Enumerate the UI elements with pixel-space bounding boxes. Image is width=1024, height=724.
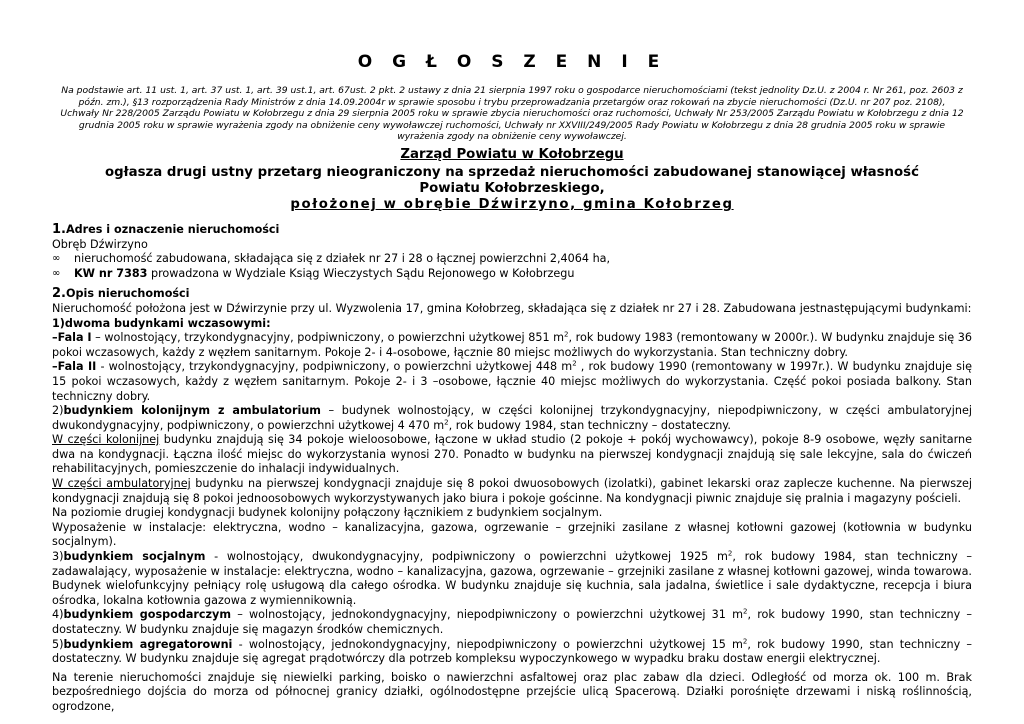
bullet-icon: ∞ [52, 267, 61, 279]
item-5-number: 5) [52, 637, 64, 651]
item-4-sup: 2 [742, 607, 748, 616]
grounds-paragraph: Na terenie nieruchomości znajduje się niewielki parking, boisko o nawierzchni asfaltowej oraz plac zabaw dla dzieci. Odległość od morza ok. 100 m. Brak bezpośredniego dojścia do morza od północnej granicy działki, ogólnodostępne przejście ulicą Spacerową. Działki porośnięte drzewami i niską roślinnością, ogrodzone, [52, 670, 972, 713]
item-2-rest: , rok budowy 1984, stan techniczny – dostateczny. [448, 418, 731, 432]
item-5-sup: 2 [742, 636, 748, 645]
item-5-name: budynkiem agregatorowni [63, 637, 233, 651]
item-4-paragraph [52, 608, 972, 637]
second-floor-paragraph: Na poziomie drugiej kondygnacji budynek kolonijny połączony łącznikiem z budynkiem socjalnym. [52, 506, 603, 520]
section-description [52, 287, 972, 714]
fala-1-paragraph [52, 331, 972, 360]
fala-1-text: – wolnostojący, trzykondygnacyjny, podpiwniczony, o powierzchni użytkowej 851 m [91, 331, 565, 345]
fala-2-paragraph [52, 360, 972, 404]
item-3-sup: 2 [727, 549, 733, 558]
item-5-rest: , rok budowy 1990, stan techniczny – dostateczny. W budynku znajduje się agregat prądotwórczy dla potrzeb kompleksu wypoczynkowego w wypadku braku dostaw energii elektrycznej. [52, 637, 972, 666]
legal-basis: Na podstawie art. 11 ust. 1, art. 37 ust. 1, art. 39 ust.1, art. 67ust. 2 pkt. 2 ustawy z dnia 21 sierpnia 1997 roku o gospodarce nieruchomościami (tekst jednolity Dz.U. z 2004 r. Nr 261, poz. 2603 z późn. zm.), §13 rozporządzenia Rady Ministrów z dnia 14.09.2004r w sprawie sposobu i trybu przeprowadzania przetargów oraz rokowań na zbycie nieruchomości (Dz.U. nr 207 poz. 2108), Uchwały Nr 228/2005 Zarządu Powiatu w Kołobrzegu z dnia 29 sierpnia 2005 roku w sprawie zbycia nieruchomości oraz ruchomości, Uchwały Nr 253/2005 Zarządu Powiatu w Kołobrzegu z dnia 12 grudnia 2005 roku w sprawie wyrażenia zgody na obniżenie ceny wywoławczej ruchomości, Uchwały nr XXVIII/249/2005 Rady Powiatu w Kołobrzegu z dnia 28 grudnia 2005 roku w sprawie wyrażenia zgody na obniżenie ceny wywoławczej. [60, 85, 964, 143]
fala-1-rest: , rok budowy 1983 (remontowany w 2000r.). W budynku znajduje się 36 pokoi wczasowych, każdy z węzłem sanitarnym. Pokoje 2- i 4-osobowe, łącznie 80 miejsc możliwych do wykorzystania. Stan techniczny dobry. [52, 331, 972, 359]
section-1-title: Adres i oznaczenie nieruchomości [65, 222, 280, 236]
fala-2-sup: 2 [572, 359, 577, 368]
item-3-number: 3) [52, 550, 64, 564]
fala-1-name: –Fala I [52, 331, 92, 345]
section-2-heading [52, 287, 972, 302]
item-4-number: 4) [52, 608, 64, 622]
land-register-court: prowadzona w Wydziale Ksiąg Wieczystych Sądu Rejonowego w Kołobrzegu [147, 266, 575, 280]
item-4-name: budynkiem gospodarczym [63, 608, 231, 622]
parcel-description: nieruchomość zabudowana, składająca się z działek nr 27 i 28 o łącznej powierzchni 2,4064 ha, [74, 252, 611, 266]
item-4-rest: , rok budowy 1990, stan techniczny – dostateczny. W budynku znajduje się magazyn środków chemicznych. [52, 608, 972, 636]
fala-2-rest: , rok budowy 1990 (remontowany w 1997r.). W budynku znajduje się 15 pokoi wczasowych, każdy z węzłem sanitarnym. Pokoje 2- i 3 –osobowe, łącznie 40 miejsc możliwych do wykorzystania. Część pokoi posiada balkony. Stan techniczny dobry. [52, 360, 972, 403]
colony-part-label: W części kolonijnej [52, 433, 160, 447]
item-2-text: – budynek wolnostojący, w części kolonijnej trzykondygnacyjny, niepodpiwniczony, w części ambulatoryjnej dwukondygnacyjny, podpiwniczony, o powierzchni użytkowej 4 470 m [52, 404, 972, 432]
item-5-paragraph [52, 638, 972, 667]
ambulatory-part-text: budynku na pierwszej kondygnacji znajduje się 8 pokoi dwuosobowych (izolatki), gabinet lekarski oraz zaplecze kuchenne. Na pierwszej kondygnacji znajdują się 8 pokoi jednoosobowych wykorzystywanych jako biura i pokoje gościnne. Na kondygnacji piwnic znajduje się pralnia i magazyny pościeli. [52, 477, 972, 505]
item-2-sup: 2 [444, 417, 449, 426]
item-3-rest: , rok budowy 1984, stan techniczny – zadawalający, wyposażenie w instalacje: elektryczna, wodno – kanalizacyjna, gazowa, ogrzewanie – grzejniki zasilane z własnej kotłowni gazowej, winda towarowa. Budynek wielofunkcyjny pełniący rolę usługową dla całego ośrodka. W budynku znajduje się kuchnia, sala jadalna, świetlice i sale dydaktyczne, recepcja i biura ośrodka, lokalna kotłownia gazowa z wymiennikownią. [52, 550, 973, 607]
property-intro: Nieruchomość położona jest w Dźwirzynie przy ul. Wyzwolenia 17, gmina Kołobrzeg, składająca się z działek nr 27 i 28. Zabudowana jestnastępującymi budynkami: [52, 301, 972, 315]
fala-2-name: –Fala II [52, 360, 97, 374]
section-1-number: 1. [52, 221, 66, 237]
ambulatory-part-label: W części ambulatoryjnej [52, 477, 191, 491]
item-3-paragraph [52, 550, 972, 608]
colony-part-paragraph [52, 433, 972, 477]
section-2-title: Opis nieruchomości [65, 287, 190, 301]
section-1-heading [52, 223, 972, 238]
fala-1-sup: 2 [564, 330, 569, 339]
board-name: Zarząd Powiatu w Kołobrzegu [400, 146, 624, 162]
equipment-paragraph: Wyposażenie w instalacje: elektryczna, wodno – kanalizacyjna, gazowa, ogrzewanie – grzejniki zasilane z własnej kotłowni gazowej (kotłownia w budynku socjalnym). [52, 520, 972, 549]
item-2-paragraph [52, 404, 972, 433]
land-register-number: KW nr 7383 [74, 266, 148, 280]
fala-2-text: - wolnostojący, trzykondygnacyjny, podpiwniczony, o powierzchni użytkowej 448 m [96, 360, 573, 374]
item-2-name: budynkiem kolonijnym z ambulatorium [63, 404, 321, 418]
ambulatory-part-paragraph [52, 477, 972, 506]
list-item [52, 252, 972, 267]
announcement-text: ogłasza drugi ustny przetarg nieograniczony na sprzedaż nieruchomości zabudowanej stanowiącej własność Powiatu Kołobrzeskiego, [105, 164, 919, 196]
item-5-text: - wolnostojący, jednokondygnacyjny, niepodpiwniczony o powierzchni użytkowej 15 m [232, 637, 743, 651]
item-3-text: - wolnostojący, dwukondygnacyjny, podpiwniczony o powierzchni użytkowej 1925 m [205, 550, 728, 564]
item-2-number: 2) [52, 404, 64, 418]
list-item [52, 267, 972, 282]
item-4-text: – wolnostojący, jednokondygnacyjny, niepodpiwniczony o powierzchni użytkowej 31 m [231, 608, 743, 622]
bullet-icon: ∞ [52, 253, 61, 265]
property-location: położonej w obrębie Dźwirzyno, gmina Kołobrzeg [290, 196, 734, 212]
section-address [52, 223, 972, 281]
precinct-name: Obręb Dźwirzyno [52, 237, 148, 251]
colony-part-text: budynku znajdują się 34 pokoje wieloosobowe, łączone w układ studio (2 pokoje + pokój wychowawcy), pokoje 8-9 osobowe, węzły sanitarne dwa na kondygnacji. Łączna ilość miejsc do wykorzystania wynosi 270. Ponadto w budynku na pierwszej kondygnacji znajdują się sale lekcyjne, sala do ćwiczeń rehabilitacyjnych, pomieszczenie do inhalacji indywidualnych. [52, 433, 973, 476]
item-3-name: budynkiem socjalnym [63, 550, 206, 564]
item-1-heading: 1)dwoma budynkami wczasowymi: [52, 316, 271, 330]
section-2-number: 2. [52, 286, 66, 302]
document-title: O G Ł O S Z E N I E [357, 52, 667, 72]
